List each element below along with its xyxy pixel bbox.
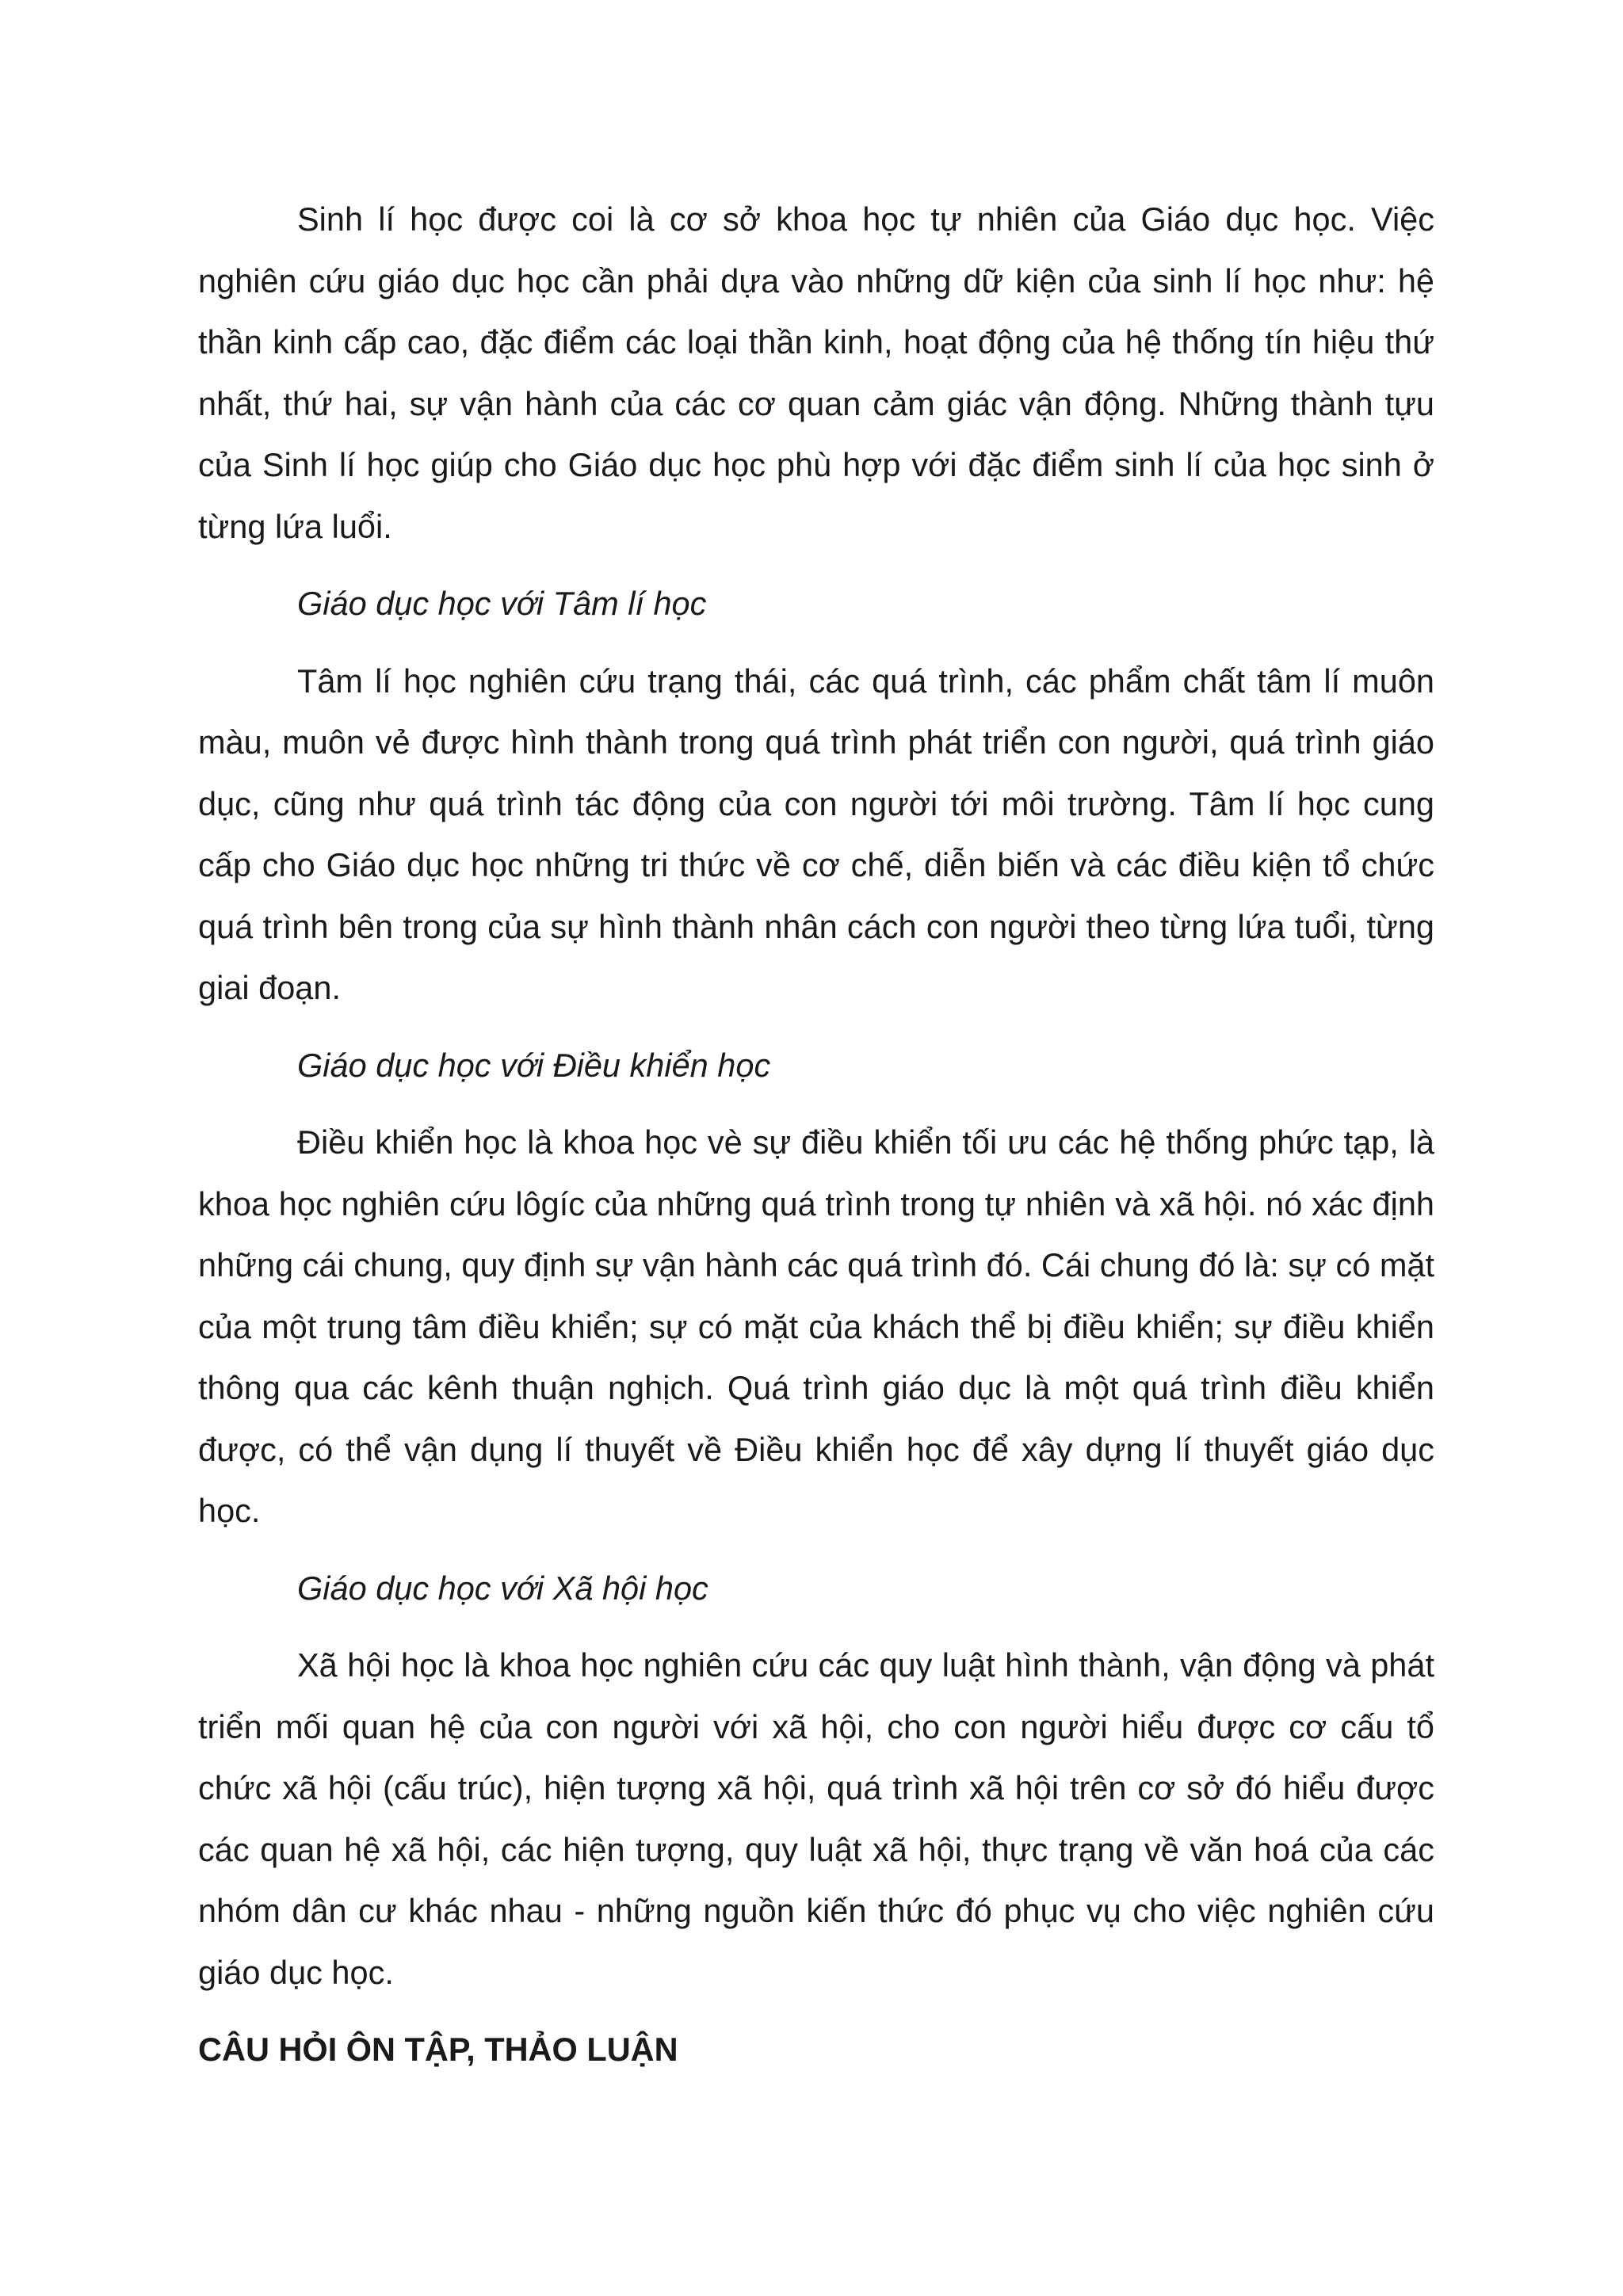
spacer <box>198 1542 1434 1558</box>
paragraph-cybernetics: Điều khiển học là khoa học vè sự điều khiển tối ưu các hệ thống phức tạp, là khoa học nghiên cứu lôgíc của những quá trình trong tự nhiên và xã hội. nó xác định những cái chung, quy định sự vận hành các quá trình đó. Cái chung đó là: sự có mặt của một trung tâm điều khiển; sự có mặt của khách thể bị điều khiển; sự điều khiển thông qua các kênh thuận nghịch. Quá trình giáo dục là một quá trình điều khiển được, có thể vận dụng lí thuyết về Điều khiển học để xây dựng lí thuyết giáo dục học. <box>198 1123 1434 1529</box>
spacer <box>198 2003 1434 2019</box>
heading-sociology: Giáo dục học với Xã hội học <box>297 1569 708 1607</box>
spacer <box>198 1096 1434 1112</box>
paragraph-psychology: Tâm lí học nghiên cứu trạng thái, các quá trình, các phẩm chất tâm lí muôn màu, muôn vẻ được hình thành trong quá trình phát triển con người, quá trình giáo dục, cũng như quá trình tác động của con người tới môi trường. Tâm lí học cung cấp cho Giáo dục học những tri thức về cơ chế, diễn biến và các điều kiện tổ chức quá trình bên trong của sự hình thành nhân cách con người theo từng lứa tuổi, từng giai đoạn. <box>198 662 1434 1006</box>
document-page <box>198 189 1434 2081</box>
heading-cybernetics: Giáo dục học với Điều khiển học <box>297 1046 771 1084</box>
spacer <box>198 1019 1434 1035</box>
paragraph-physiology: Sinh lí học được coi là cơ sở khoa học tự nhiên của Giáo dục học. Việc nghiên cứu giáo dục học cần phải dựa vào những dữ kiện của sinh lí học như: hệ thần kinh cấp cao, đặc điểm các loại thần kinh, hoạt động của hệ thống tín hiệu thứ nhất, thứ hai, sự vận hành của các cơ quan cảm giác vận động. Những thành tựu của Sinh lí học giúp cho Giáo dục học phù hợp với đặc điểm sinh lí của học sinh ở từng lứa luổi. <box>198 200 1434 545</box>
spacer <box>198 635 1434 650</box>
spacer <box>198 1619 1434 1634</box>
section-title-review-questions: CÂU HỎI ÔN TẬP, THẢO LUẬN <box>198 2031 678 2068</box>
paragraph-sociology: Xã hội học là khoa học nghiên cứu các quy luật hình thành, vận động và phát triển mối quan hệ của con người với xã hội, cho con người hiểu được cơ cấu tổ chức xã hội (cấu trúc), hiện tượng xã hội, quá trình xã hội trên cơ sở đó hiểu được các quan hệ xã hội, các hiện tượng, quy luật xã hội, thực trạng về văn hoá của các nhóm dân cư khác nhau - những nguồn kiến thức đó phục vụ cho việc nghiên cứu giáo dục học. <box>198 1646 1434 1991</box>
spacer <box>198 557 1434 573</box>
heading-psychology: Giáo dục học với Tâm lí học <box>297 585 707 622</box>
